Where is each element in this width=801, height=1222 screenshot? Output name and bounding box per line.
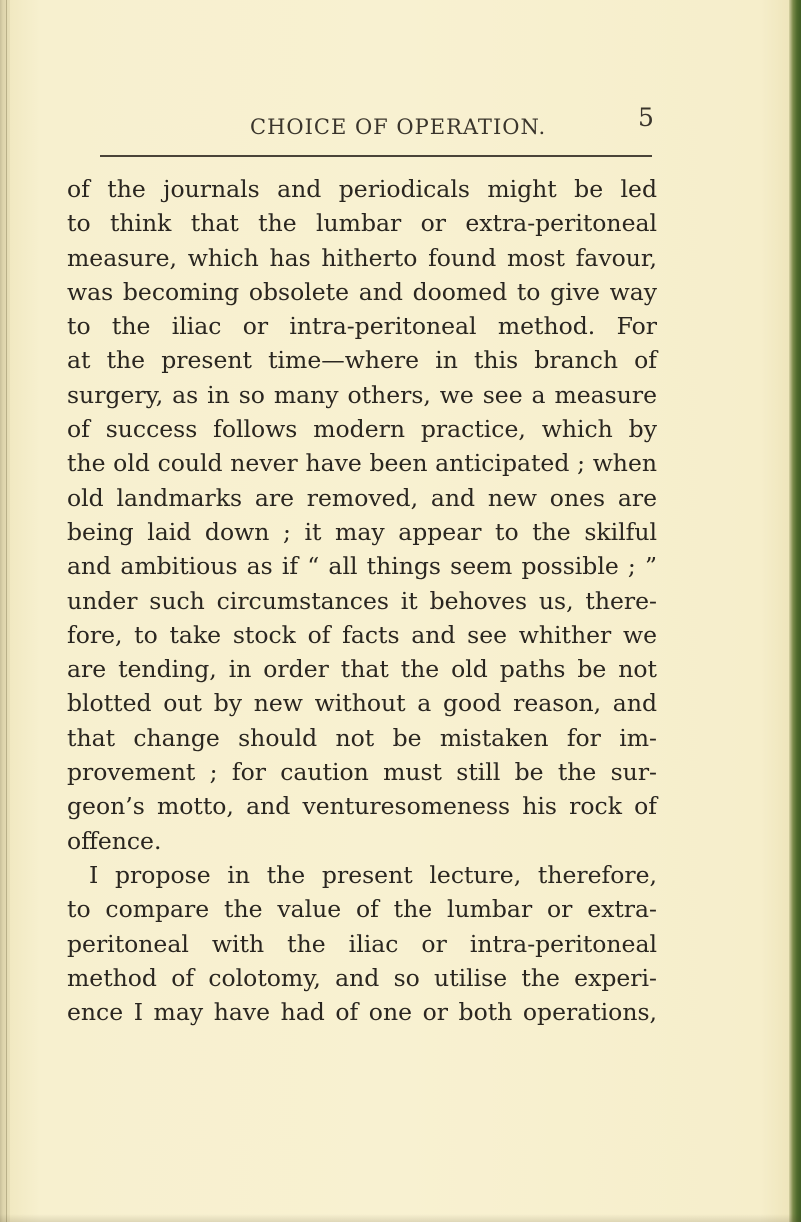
page-left-edge	[0, 0, 10, 1222]
book-binding-edge	[789, 0, 801, 1222]
text-line: to think that the lumbar or extra-peritoneal	[67, 209, 657, 238]
text-line: ence I may have had of one or both operations,	[67, 998, 657, 1027]
text-line: surgery, as in so many others, we see a measure	[67, 380, 657, 409]
text-line: fore, to take stock of facts and see whither we	[67, 620, 657, 649]
text-line: of success follows modern practice, which by	[67, 415, 657, 444]
page-bottom-shadow	[0, 1214, 801, 1222]
text-line: blotted out by new without a good reason, and	[67, 689, 657, 718]
text-line: method of colotomy, and so utilise the experi-	[67, 963, 657, 992]
running-head: CHOICE OF OPERATION.	[250, 115, 547, 139]
text-line: provement ; for caution must still be the sur-	[67, 758, 657, 787]
text-line: are tending, in order that the old paths be not	[67, 655, 657, 684]
text-line: peritoneal with the iliac or intra-peritoneal	[67, 929, 657, 958]
header-rule	[100, 155, 652, 157]
text-line: to the iliac or intra-peritoneal method. For	[67, 312, 657, 341]
text-line: measure, which has hitherto found most favour,	[67, 243, 657, 272]
text-line: old landmarks are removed, and new ones are	[67, 483, 657, 512]
text-line: geon’s motto, and venturesomeness his rock of	[67, 792, 657, 821]
paragraph-2	[67, 858, 657, 1029]
page-header	[100, 101, 660, 141]
text-line: the old could never have been anticipated ; when	[67, 449, 657, 478]
text-line: under such circumstances it behoves us, there-	[67, 586, 657, 615]
text-line: at the present time—where in this branch of	[67, 346, 657, 375]
text-line: to compare the value of the lumbar or extra-	[67, 895, 657, 924]
text-line: and ambitious as if “ all things seem possible ; ”	[67, 552, 657, 581]
body-text	[67, 172, 657, 1029]
text-line: of the journals and periodicals might be led	[67, 175, 657, 203]
text-line: being laid down ; it may appear to the skilful	[67, 517, 657, 546]
text-line: I propose in the present lecture, therefore,	[89, 860, 657, 889]
text-line: that change should not be mistaken for im-	[67, 723, 657, 752]
text-line: offence.	[67, 826, 162, 855]
page-number: 5	[638, 103, 654, 132]
paragraph-1	[67, 172, 657, 858]
text-line: was becoming obsolete and doomed to give way	[67, 277, 657, 306]
